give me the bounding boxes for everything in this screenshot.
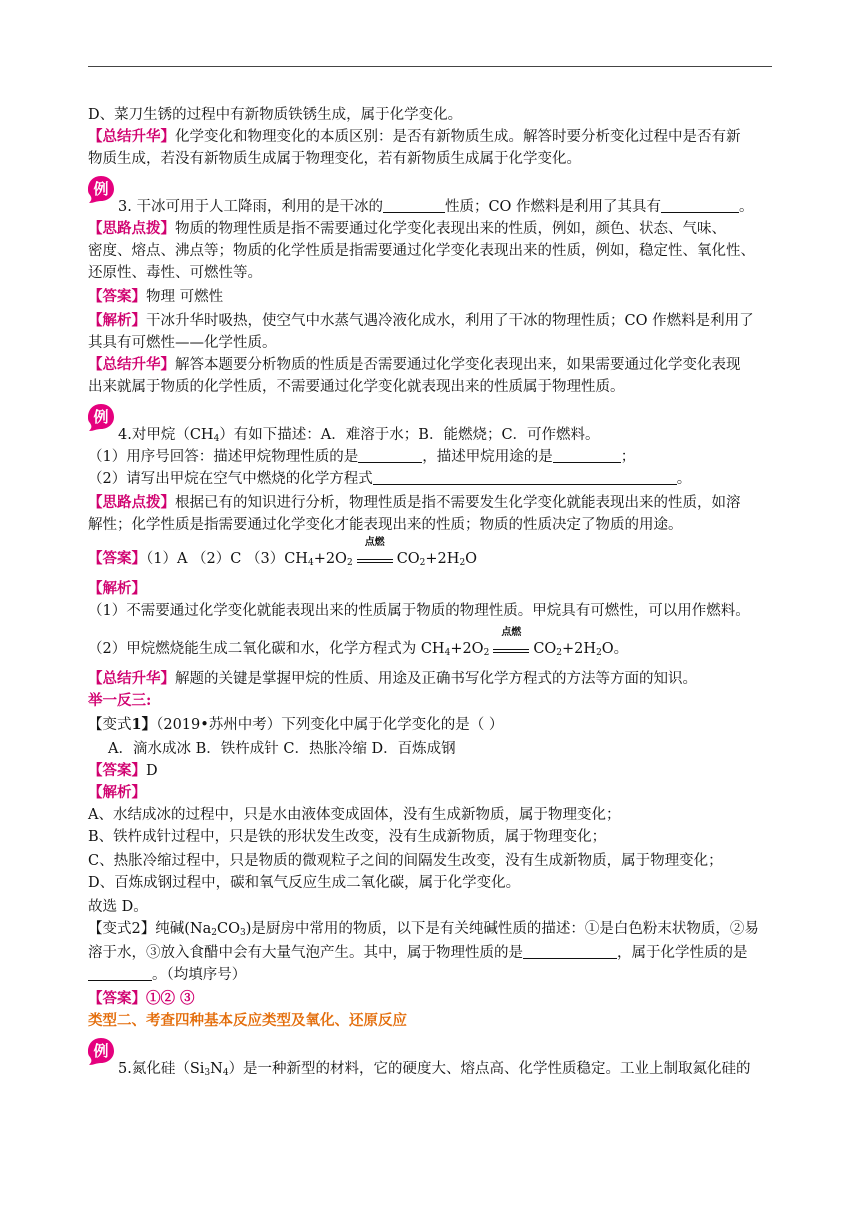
text-line: 故选 D。 — [88, 899, 148, 915]
text-line: D、百炼成钢过程中，碳和氧气反应生成二氧化碳，属于化学变化。 — [88, 875, 521, 891]
answer-blank[interactable] — [88, 966, 152, 981]
text-line: 其具有可燃性——化学性质。 — [88, 335, 277, 351]
answer-blank[interactable] — [358, 448, 422, 463]
analysis-line: 【解析】干冰升华时吸热，使空气中水蒸气遇冷液化成水，利用了干冰的物理性质；CO 作燃料是利用了 — [88, 312, 754, 329]
header-rule — [88, 66, 772, 67]
summary-line: 【总结升华】解题的关键是掌握甲烷的性质、用途及正确书写化学方程式的方法等方面的知识。 — [88, 670, 697, 687]
question-4: 4.对甲烷$(CH_4)$有如下描述：A．难溶于水；B．能燃烧；C．可作燃料。 — [118, 427, 600, 444]
analysis-heading: 【解析】 — [88, 580, 146, 597]
reaction-arrow: 点燃 — [357, 549, 393, 563]
summary-tag: 【总结升华】 — [88, 128, 175, 145]
svg-text:例: 例 — [93, 180, 109, 198]
reaction-arrow: 点燃 — [493, 639, 529, 653]
example-badge-icon — [86, 174, 116, 204]
text-line: 溶于水，③放入食醋中会有大量气泡产生。其中，属于物理性质的是 ，属于化学性质的是 — [88, 945, 748, 961]
text-line: 还原性、毒性、可燃性等。 — [88, 265, 262, 281]
analysis-equation: （2）甲烷燃烧能生成二氧化碳和水，化学方程式为 $CH_4+2O_2$ 点燃 $CO_2+2H_2O$。 — [88, 627, 629, 658]
section-title: 类型二、考查四种基本反应类型及氧化、还原反应 — [88, 1012, 407, 1029]
answer-line: 【答案】①② ③ — [88, 990, 195, 1007]
example-badge-icon — [86, 402, 116, 432]
text-line: A、水结成冰的过程中，只是水由液体变成固体，没有生成新物质，属于物理变化； — [88, 807, 621, 823]
variant-1-question: 【变式1】（2019•苏州中考）下列变化中属于化学变化的是（ ） — [88, 716, 504, 733]
answer-blank[interactable] — [383, 198, 445, 213]
text-line: B、铁杵成针过程中，只是铁的形状发生改变，没有生成新物质，属于物理变化； — [88, 829, 607, 845]
text-line: 解性；化学性质是指需要通过化学变化才能表现出来的性质；物质的性质决定了物质的用途。 — [88, 517, 683, 533]
answer-line: 【答案】D — [88, 762, 158, 779]
hint-line: 【思路点拨】根据已有的知识进行分析，物理性质是指不需要发生化学变化就能表现出来的性质，如溶 — [88, 494, 741, 511]
text-line: C、热胀冷缩过程中，只是物质的微观粒子之间的间隔发生改变，没有生成新物质，属于物理变化； — [88, 853, 723, 869]
variant-1-options: A．滴水成冰 B．铁杵成针 C．热胀冷缩 D．百炼成钢 — [108, 741, 456, 757]
analysis-heading: 【解析】 — [88, 784, 146, 801]
hint-line: 【思路点拨】物质的物理性质是指不需要通过化学变化表现出来的性质，例如，颜色、状态、气味、 — [88, 220, 726, 237]
answer-blank[interactable] — [523, 944, 617, 959]
question-3: 3. 干冰可用于人工降雨，利用的是干冰的 性质；CO 作燃料是利用了其具有 。 — [118, 199, 754, 215]
answer-blank[interactable] — [553, 448, 621, 463]
summary-line: 【总结升华】化学变化和物理变化的本质区别：是否有新物质生成。解答时要分析变化过程中是否有新 — [88, 128, 741, 145]
svg-text:例: 例 — [93, 408, 109, 426]
text-line: 。（均填序号） — [88, 964, 778, 986]
question-4-part2: （2）请写出甲烷在空气中燃烧的化学方程式 。 — [88, 471, 692, 487]
answer-line: 【答案】（1）A （2）C $(3)CH_4+2O_2$ 点燃 $CO_2+2H_2O$ — [88, 537, 478, 568]
text-line: 出来就属于物质的化学性质，不需要通过化学变化就表现出来的性质属于物理性质。 — [88, 379, 625, 395]
answer-blank[interactable] — [373, 470, 677, 485]
question-4-part1: （1）用序号回答：描述甲烷物理性质的是 ，描述甲烷用途的是 ； — [88, 449, 636, 465]
text-line: （1）不需要通过化学变化就能表现出来的性质属于物质的物理性质。甲烷具有可燃性，可以用作燃料。 — [88, 603, 750, 619]
variant-2-question: 【变式2】纯碱$(Na_2CO_3)$是厨房中常用的物质，以下是有关纯碱性质的描述：①是白色粉末状物质，②易 — [88, 921, 759, 938]
text-line: 物质生成，若没有新物质生成属于物理变化，若有新物质生成属于化学变化。 — [88, 151, 581, 167]
section-heading: 举一反三: — [88, 692, 152, 709]
text-line: 密度、熔点、沸点等；物质的化学性质是指需要通过化学变化表现出来的性质，例如，稳定性、氧化性、 — [88, 243, 755, 259]
question-5: 5.氮化硅$(Si_3N_4)$是一种新型的材料，它的硬度大、熔点高、化学性质稳定。工业上制取氮化硅的 — [118, 1061, 751, 1078]
answer-blank[interactable] — [661, 198, 739, 213]
text-line: D、菜刀生锈的过程中有新物质铁锈生成，属于化学变化。 — [88, 107, 463, 123]
summary-line: 【总结升华】解答本题要分析物质的性质是否需要通过化学变化表现出来，如果需要通过化学变化表现 — [88, 356, 741, 373]
example-badge-icon — [86, 1036, 116, 1066]
svg-text:例: 例 — [93, 1042, 109, 1060]
answer-line: 【答案】物理 可燃性 — [88, 288, 224, 305]
